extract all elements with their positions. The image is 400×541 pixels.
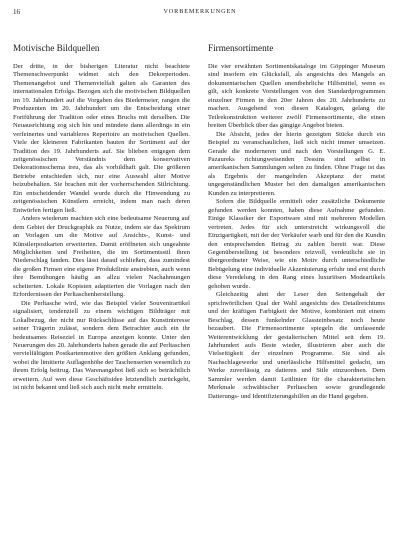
section-body <box>208 63 385 401</box>
section-title: Firmensortimente <box>208 43 274 53</box>
section-title: Motivische Bildquellen <box>13 43 100 53</box>
running-head: VORBEMERKUNGEN <box>163 8 237 15</box>
left-column <box>13 43 190 393</box>
page-number: 16 <box>13 8 20 16</box>
paragraph: Die vier erwähnten Sortimentskataloge im Göppinger Museum sind insofern ein Glücksfall, als angesichts des Mangels an dokumentarischen Quellen unentbehrliche Hilfsmittel, wenn es gilt, sich konkrete Vorstellungen von den Standardprogrammen einzelner Firmen in den 20er Jahren des 20. Jahrhunderts zu machen. Ausgehend von diesen Katalogen, gelang die Teilrekonstruktion weiterer zwölf Firmensortimente, die einen breiten Überblick über das gängige Angebot bieten. <box>208 63 385 130</box>
paragraph: Der dritte, in der bisherigen Literatur nicht beachtete Themenschwerpunkt widmet sich den Dekorperioden. Themenangebot und Themenvielfalt galten als Garanten des internationalen Erfolgs. Bezogen sich die motivischen Bildquellen im 19. Jahrhundert auf die Vorgaben des Biedermeier, rangen die Produzenten im 20. Jahrhundert um die Entscheidung einer Fortführung der Tradition oder eines Bruchs mit derselben. Die Neuausrichtung zog sich hin und mündete dann allerdings in ein verfeinertes und variableres Repertoire an motivischen Quellen. Viele der kleineren Fabrikanten bauten ihr Sortiment auf der Tradition des 19. Jahrhunderts auf. Sie blieben entgegen dem zeitgenössischen Verständnis dem konservativen Dekorationsschema treu, das als vorbildhaft galt. Die größeren Betriebe entschieden sich, nur eine Auswahl alter Motive beizubehalten. Sie brachen mit der vorherrschenden Stilrichtung. Ein entscheidender Wandel wurde durch die Hinwendung zu zeitgenössischen Künstlern erreicht, indem man nach deren Entwürfen fertigen ließ. <box>13 63 190 214</box>
paragraph: Sofern die Bildquelle ermittelt oder zusätzliche Dokumente gefunden werden konnten, haben diese Aufnahme gefunden. Einige Klassiker der Exportware sind mit mehreren Modellen vertreten. Jedes für sich unterstreicht wirkungsvoll die Einzigartigkeit, mit der der Verkäufer warb und für den die Kundin den entsprechenden Betrag zu zahlen bereit war. Diese Gegenüberstellung ist besonders reizvoll, verdeutlicht sie in übergeordneter Weise, wie ein Motiv durch unterschiedliche Bebügelung eine individuelle Akzentuierung erfuhr und erst durch diese Veredelung in den Rang eines luxuriösen Modeartikels gehoben wurde. <box>208 198 385 290</box>
paragraph: Die Absicht, jedes der hierin gezeigten Stücke durch ein Beispiel zu veranschaulichen, ließ sich nicht immer umsetzen. Gerade die moderneren und nach den Vorstellungen G. E. Pazaureks richtungweisenden Dessins sind selbst in amerikanischen Sammlungen selten zu finden. Ohne Frage ist das als Ergebnis der mangelnden Akzeptanz der meist ungegenständlichen Muster bei den damaligen amerikanischen Kunden zu interpretieren. <box>208 130 385 197</box>
right-column <box>208 43 385 401</box>
paragraph: Gleichzeitig ahnt der Leser den Seitengehalt der sprichwörtlichen Qual der Wahl angesichts des Detailreichtums und der kräftigen Farbigkeit der Motive, kombiniert mit einem Beschlag, dessen funkelnder Glassteinbesatz noch heute bezaubert. Die Firmensortimente spiegeln die umfassende Weiterentwicklung der gestalterischen Mittel seit dem 19. Jahrhundert aufs Beste wieder, illustrieren aber auch die Vielseitigkeit der einzelnen Programme. Sie sind als Nachschlagewerke und unerlässliche Hilfsmittel gedacht, um Werke zuverlässig zu datieren und Stile einzuordnen. Dem Sammler werden damit Leitlinien für die charakteristischen Merkmale schwäbischer Perltaschen sowie grundlegende Datierungs- und Identifizierungshilfen an die Hand gegeben. <box>208 291 385 400</box>
paragraph: Anders wiederum machten sich eine bedeutsame Neuerung auf dem Gebiet der Druckgraphik zu Nutze, indem sie das Spektrum an Vorlagen um die Motive auf Ansichts-, Kunst- und Künstlerpostkarten erweiterten. Damit eröffneten sich ungeahnte Möglichkeiten und Freiheiten, die im Sortimentsstil ihren Niederschlag fanden. Dies lässt darauf schließen, dass zumindest die großen Firmen eine eigene Produktlinie anstrebten, auch wenn ihre Bemühungen häufig an allzu vielen Nachahmungen scheiterten. Lokale Kopisten adaptierten die Vorlagen nach den Erfordernissen der Perltaschenherstellung. <box>13 215 190 299</box>
paragraph: Die Perltasche wird, wie das Beispiel vieler Souvenirartikel signalisiert, tendenziell zu einem wichtigen Bildträger mit Lokalbezug, der nicht nur Rückschlüsse auf das Kunstinteresse seiner Trägerin zulässt, sondern dem Betrachter auch ein ihr bedeutsames Reiseziel in Europa anzeigen konnte. Unter den Neuerungen des 20. Jahrhunderts haben gerade die auf Perltaschen vervielfältigten Postkartenmotive den größten Anklang gefunden, wobei die limitierte Auflagenhöhe der Taschenserien wesentlich zu ihrem Erfolg beitrug. Das Warenangebot ließ sich so beträchtlich erweitern. Auf wen diese Geschäftsidee letztendlich zurückgeht, ist nicht bekannt und ließ sich auch nicht mehr ermitteln. <box>13 299 190 392</box>
section-body <box>13 63 190 393</box>
